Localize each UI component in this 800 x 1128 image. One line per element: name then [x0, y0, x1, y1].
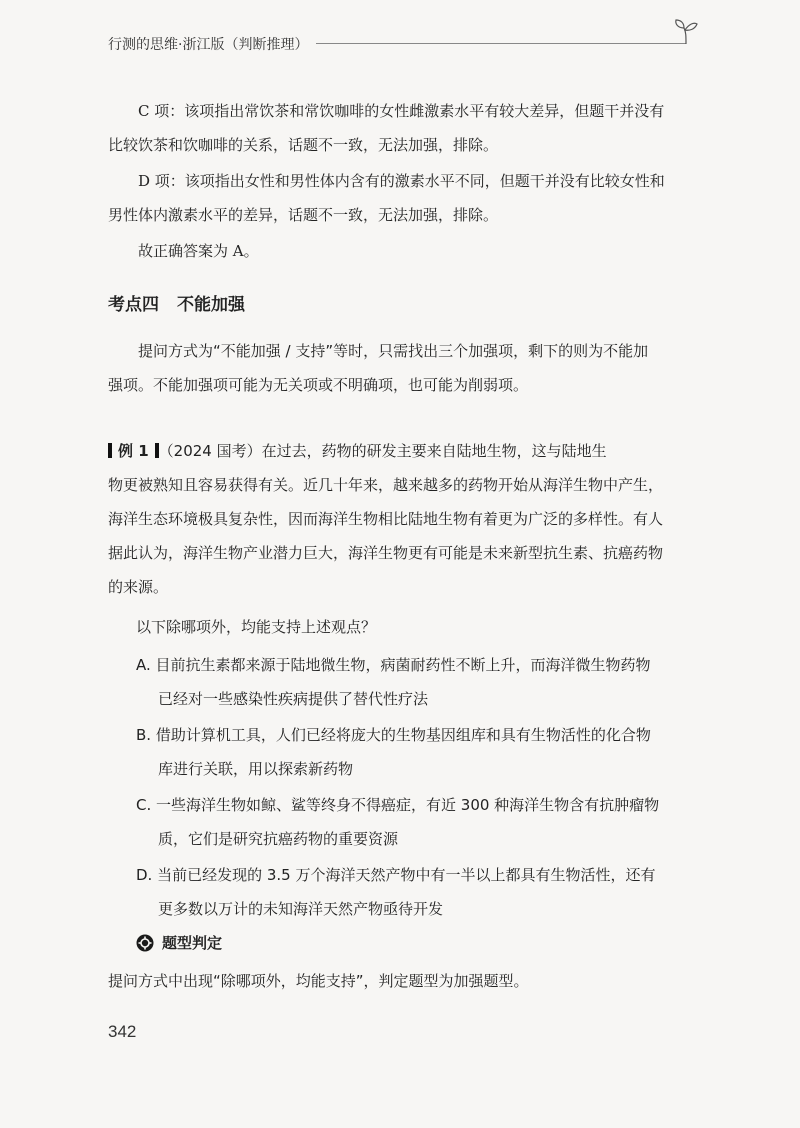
option-line: A. 目前抗生素都来源于陆地微生物，病菌耐药性不断上升，而海洋微生物药物 [136, 656, 651, 674]
option-c-analysis [108, 94, 708, 162]
text-line [108, 434, 708, 468]
option-a [136, 648, 716, 716]
gear-badge-icon [136, 934, 154, 952]
option-line: B. 借助计算机工具，人们已经将庞大的生物基因组库和具有生物活性的化合物 [136, 726, 651, 744]
text-line: 据此认为，海洋生物产业潜力巨大，海洋生物更有可能是未来新型抗生素、抗癌药物 [108, 544, 664, 562]
example-label: 例 1 [118, 442, 149, 460]
section-title [108, 290, 245, 315]
text-line: 男性体内激素水平的差异，话题不一致，无法加强，排除。 [108, 206, 499, 224]
judgment-label: 题型判定 [162, 934, 223, 952]
example-stem [108, 434, 708, 604]
option-d [136, 858, 716, 926]
option-line: 质，它们是研究抗癌药物的重要资源 [158, 830, 399, 848]
judgment-text [108, 964, 708, 998]
text-line: 强项。不能加强项可能为无关项或不明确项，也可能为削弱项。 [108, 376, 529, 394]
example-marker-left [108, 443, 112, 458]
option-b [136, 718, 716, 786]
text-line: 海洋生态环境极具复杂性，因而海洋生物相比陆地生物有着更为广泛的多样性。有人 [108, 510, 664, 528]
section-label: 考点四 [108, 295, 159, 315]
text-line: 物更被熟知且容易获得有关。近几十年来，越来越多的药物开始从海洋生物中产生， [108, 476, 664, 494]
text-line: 的来源。 [108, 578, 169, 596]
sprout-icon [672, 16, 700, 46]
option-d-analysis [108, 164, 708, 232]
section-heading: 不能加强 [177, 295, 245, 315]
option-line: C. 一些海洋生物如鲸、鲨等终身不得癌症，有近 300 种海洋生物含有抗肿瘤物 [136, 796, 660, 814]
text-line: C 项：该项指出常饮茶和常饮咖啡的女性雌激素水平有较大差异，但题干并没有 [138, 102, 665, 120]
answer-statement [108, 234, 708, 268]
option-line: 库进行关联，用以探索新药物 [158, 760, 354, 778]
running-header: 行测的思维·浙江版（判断推理） [108, 37, 309, 53]
header-rule [316, 43, 686, 44]
option-line: 已经对一些感染性疾病提供了替代性疗法 [158, 690, 429, 708]
text-line: 提问方式中出现“除哪项外，均能支持”，判定题型为加强题型。 [108, 972, 529, 990]
example-question [108, 610, 708, 644]
example-first-line: （2024 国考）在过去，药物的研发主要来自陆地生物，这与陆地生 [158, 442, 607, 460]
text-line: D 项：该项指出女性和男性体内含有的激素水平不同，但题干并没有比较女性和 [138, 172, 665, 190]
question-text: 以下除哪项外，均能支持上述观点？ [136, 618, 377, 636]
text-line: 比较饮茶和饮咖啡的关系，话题不一致，无法加强，排除。 [108, 136, 499, 154]
text-line: 故正确答案为 A。 [138, 242, 259, 260]
text-line: 提问方式为“不能加强 / 支持”等时，只需找出三个加强项，剩下的则为不能加 [138, 342, 649, 360]
option-c [136, 788, 716, 856]
option-line: D. 当前已经发现的 3.5 万个海洋天然产物中有一半以上都具有生物活性，还有 [136, 866, 656, 884]
page-number: 342 [108, 1022, 137, 1041]
option-line: 更多数以万计的未知海洋天然产物亟待开发 [158, 900, 444, 918]
section-intro [108, 334, 708, 402]
